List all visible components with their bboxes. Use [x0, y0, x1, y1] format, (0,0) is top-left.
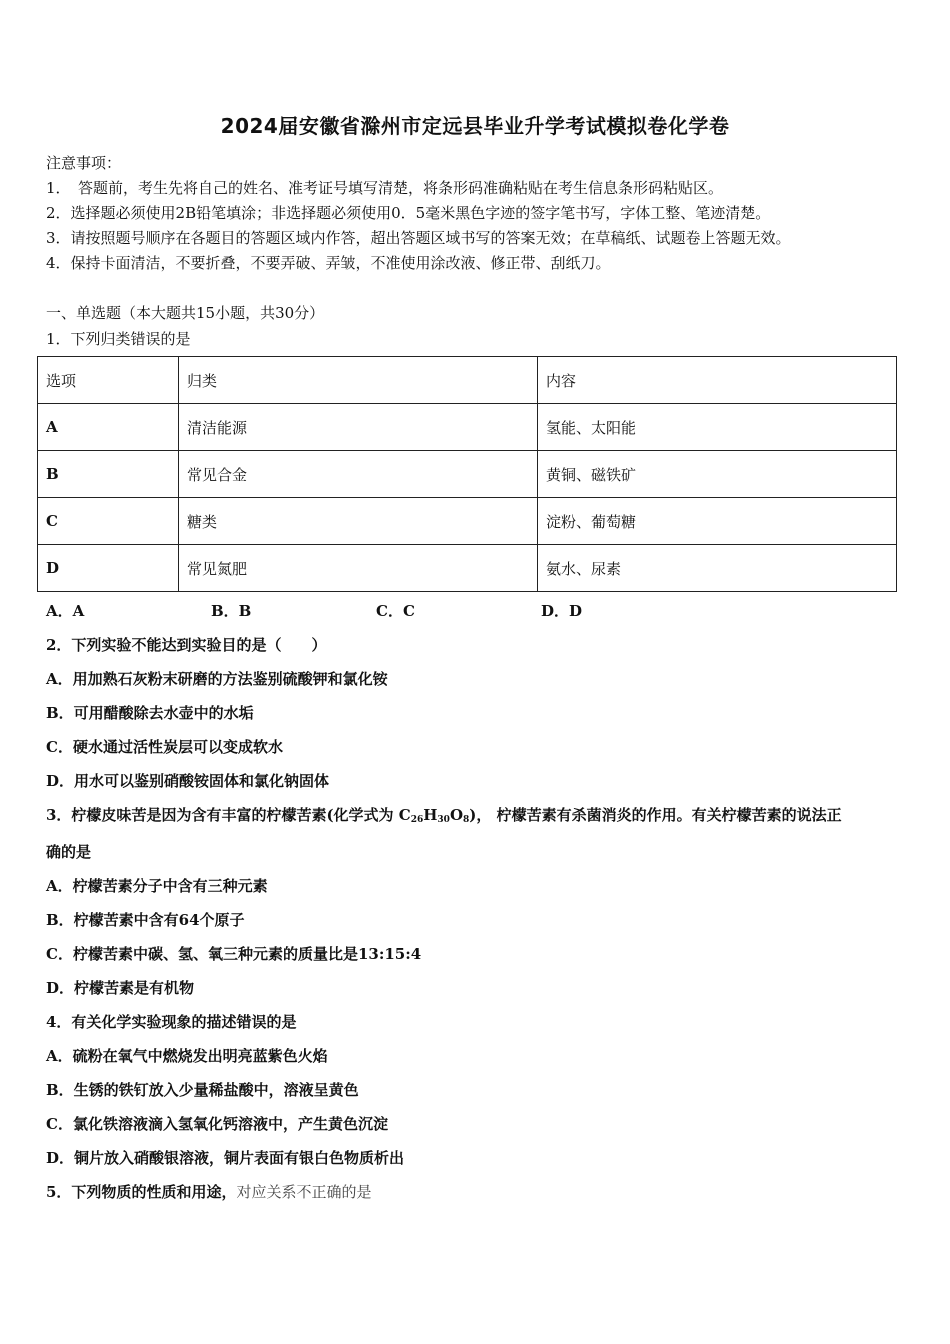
subscript: 8	[463, 815, 470, 825]
stem-text: 3．柠檬皮味苦是因为含有丰富的柠檬苦素(化学式为 C	[46, 806, 411, 824]
notice-heading: 注意事项：	[46, 154, 122, 172]
option-d: D．铜片放入硝酸银溶液，铜片表面有银白色物质析出	[46, 1149, 405, 1167]
table-cell: 常见合金	[179, 451, 538, 498]
option-b: B．可用醋酸除去水壶中的水垢	[46, 704, 254, 722]
table-cell: 常见氮肥	[179, 545, 538, 592]
table-row	[38, 404, 897, 451]
subscript: 30	[437, 815, 450, 825]
table-header-cell: 内容	[538, 357, 897, 404]
option-a: A．柠檬苦素分子中含有三种元素	[46, 877, 268, 895]
table-cell: 清洁能源	[179, 404, 538, 451]
table-cell: B	[38, 451, 179, 498]
question-5-stem	[46, 1181, 371, 1202]
table-header-cell: 选项	[38, 357, 179, 404]
stem-text: 对应关系不正确的是	[236, 1183, 372, 1201]
notice-item: 1． 答题前，考生先将自己的姓名、准考证号填写清楚，将条形码准确粘贴在考生信息条形码粘贴区。	[46, 179, 724, 197]
question-2-stem: 2．下列实验不能达到实验目的是（ ）	[46, 636, 327, 654]
question-1-table	[37, 356, 897, 592]
option-c: C．氯化铁溶液滴入氢氧化钙溶液中，产生黄色沉淀	[46, 1115, 388, 1133]
table-cell: D	[38, 545, 179, 592]
stem-text: )， 柠檬苦素有杀菌消炎的作用。有关柠檬苦素的说法正	[469, 806, 842, 824]
table-cell: 氨水、尿素	[538, 545, 897, 592]
option-b: B．生锈的铁钉放入少量稀盐酸中，溶液呈黄色	[46, 1081, 359, 1099]
option-b: B．B	[211, 602, 252, 620]
table-cell: 黄铜、磁铁矿	[538, 451, 897, 498]
subscript: 26	[410, 815, 424, 825]
question-1-stem: 1．下列归类错误的是	[46, 330, 191, 348]
question-3-stem	[46, 804, 842, 825]
question-3-stem-line2: 确的是	[46, 843, 92, 861]
option-d: D．用水可以鉴别硝酸铵固体和氯化钠固体	[46, 772, 330, 790]
stem-text: O	[449, 806, 464, 824]
question-4-stem: 4．有关化学实验现象的描述错误的是	[46, 1013, 297, 1031]
table-cell: 氢能、太阳能	[538, 404, 897, 451]
option-d: D．柠檬苦素是有机物	[46, 979, 195, 997]
section-heading: 一、单选题（本大题共15小题，共30分）	[46, 304, 325, 322]
option-c: C．柠檬苦素中碳、氢、氧三种元素的质量比是13:15:4	[46, 945, 422, 963]
table-row	[38, 451, 897, 498]
table-header-row	[38, 357, 897, 404]
stem-text: H	[423, 806, 438, 824]
stem-text: 5．下列物质的性质和用途，	[46, 1183, 237, 1201]
option-b: B．柠檬苦素中含有64个原子	[46, 911, 245, 929]
page-title: 2024届安徽省滁州市定远县毕业升学考试模拟卷化学卷	[220, 114, 730, 138]
table-header-cell: 归类	[179, 357, 538, 404]
option-a: A．用加熟石灰粉末研磨的方法鉴别硫酸钾和氯化铵	[46, 670, 388, 688]
table-cell: A	[38, 404, 179, 451]
notice-item: 4．保持卡面清洁，不要折叠，不要弄破、弄皱，不准使用涂改液、修正带、刮纸刀。	[46, 254, 611, 272]
table-cell: C	[38, 498, 179, 545]
notice-item: 3．请按照题号顺序在各题目的答题区域内作答，超出答题区域书写的答案无效；在草稿纸、试题卷上答题无效。	[46, 229, 791, 247]
table-row	[38, 545, 897, 592]
option-a: A．硫粉在氧气中燃烧发出明亮蓝紫色火焰	[46, 1047, 328, 1065]
notice-item: 2．选择题必须使用2B铅笔填涂；非选择题必须使用0．5毫米黑色字迹的签字笔书写，字体工整、笔迹清楚。	[46, 204, 771, 222]
table-cell: 糖类	[179, 498, 538, 545]
table-cell: 淀粉、葡萄糖	[538, 498, 897, 545]
option-d: D．D	[541, 602, 583, 620]
table-row	[38, 498, 897, 545]
option-c: C．硬水通过活性炭层可以变成软水	[46, 738, 283, 756]
option-a: A．A	[46, 602, 85, 620]
option-c: C．C	[376, 602, 415, 620]
